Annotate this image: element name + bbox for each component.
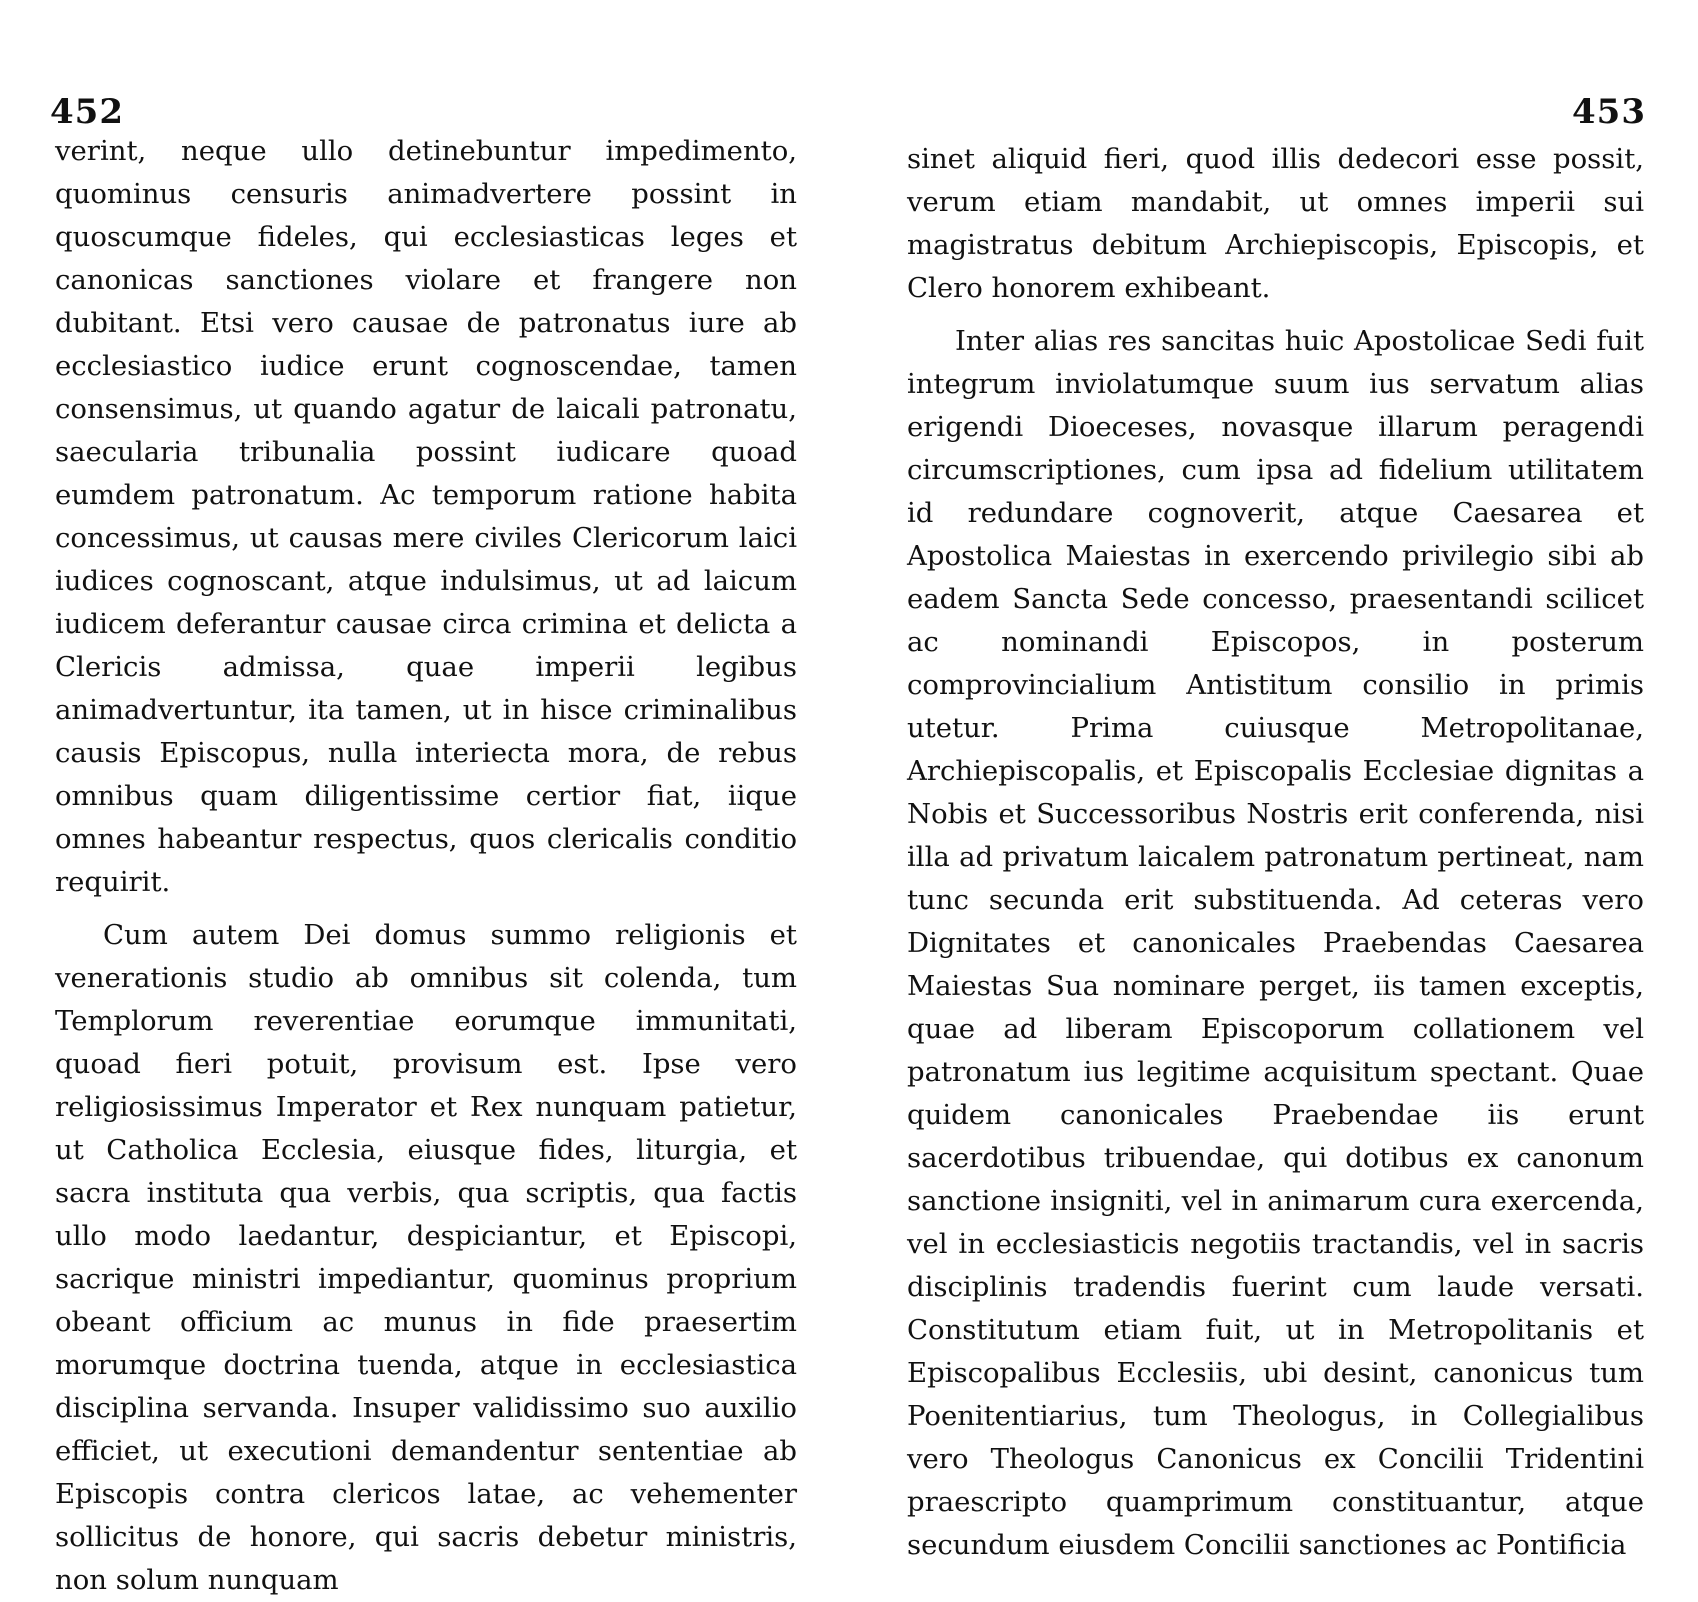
paragraph: Cum autem Dei domus summo religionis et venerationis studio ab omnibus sit colenda, tum Templorum reverentiae eorumque immunitati, quoad fieri potuit, provisum est. Ipse vero religiosissimus Imperator et Rex nunquam patietur, ut Catholica Ecclesia, eiusque fides, liturgia, et sacra instituta qua verbis, qua scriptis, qua factis ullo modo laedantur, despiciantur, et Episcopi, sacrique ministri impediantur, quominus proprium obeant officium ac munus in fide praesertim morumque doctrina tuenda, atque in ecclesiastica disciplina servanda. Insuper validissimo suo auxilio efficiet, ut executioni demandentur sententiae ab Episcopis contra clericos latae, ac vehementer sollicitus de honore, qui sacris debetur ministris, non solum nunquam (55, 919, 797, 1596)
page-body (55, 130, 797, 1602)
paragraph: sinet aliquid fieri, quod illis dedecori esse possit, verum etiam mandabit, ut omnes imperii sui magistratus debitum Archiepiscopis, Episcopis, et Clero honorem exhibeant. (907, 143, 1644, 304)
paragraph: Inter alias res sancitas huic Apostolicae Sedi fuit integrum inviolatumque suum ius servatum alias erigendi Dioeceses, novasque illarum peragendi circumscriptiones, cum ipsa ad fidelium utilitatem id redundare cognoverit, atque Caesarea et Apostolica Maiestas in exercendo privilegio sibi ab eadem Sancta Sede concesso, praesentandi scilicet ac nominandi Episcopos, in posterum comprovincialium Antistitum consilio in primis utetur. Prima cuiusque Metropolitanae, Archiepiscopalis, et Episcopalis Ecclesiae dignitas a Nobis et Successoribus Nostris erit conferenda, nisi illa ad privatum laicalem patronatum pertineat, nam tunc secunda erit substituenda. Ad ceteras vero Dignitates et canonicales Praebendas Caesarea Maiestas Sua nominare perget, iis tamen exceptis, quae ad liberam Episcoporum collationem vel patronatum ius legitime acquisitum spectant. Quae quidem canonicales Praebendae iis erunt sacerdotibus tribuendae, qui dotibus ex canonum sanctione insigniti, vel in animarum cura exercenda, vel in ecclesiasticis negotiis tractandis, vel in sacris disciplinis tradendis fuerint cum laude versati. Constitutum etiam fuit, ut in Metropolitanis et Episcopalibus Ecclesiis, ubi desint, canonicus tum Poenitentiarius, tum Theologus, in Collegialibus vero Theologus Canonicus ex Concilii Tridentini praescripto quamprimum constituantur, atque secundum eiusdem Concilii sanctiones ac Pontificia (907, 325, 1644, 1561)
page-body (907, 138, 1644, 1567)
right-page (849, 0, 1698, 1561)
page-number: 453 (1572, 92, 1646, 132)
paragraph: verint, neque ullo detinebuntur impedimento, quominus censuris animadvertere possint in quoscumque fideles, qui ecclesiasticas leges et canonicas sanctiones violare et frangere non dubitant. Etsi vero causae de patronatus iure ab ecclesiastico iudice erunt cognoscendae, tamen consensimus, ut quando agatur de laicali patronatu, saecularia tribunalia possint iudicare quoad eumdem patronatum. Ac temporum ratione habita concessimus, ut causas mere civiles Clericorum laici iudices cognoscant, atque indulsimus, ut ad laicum iudicem deferantur causae circa crimina et delicta a Clericis admissa, quae imperii legibus animadvertuntur, ita tamen, ut in hisce criminalibus causis Episcopus, nulla interiecta mora, de rebus omnibus quam diligentissime certior fiat, iique omnes habeantur respectus, quos clericalis conditio requirit. (55, 135, 797, 898)
page-number: 452 (50, 92, 124, 132)
left-page (0, 0, 849, 1596)
